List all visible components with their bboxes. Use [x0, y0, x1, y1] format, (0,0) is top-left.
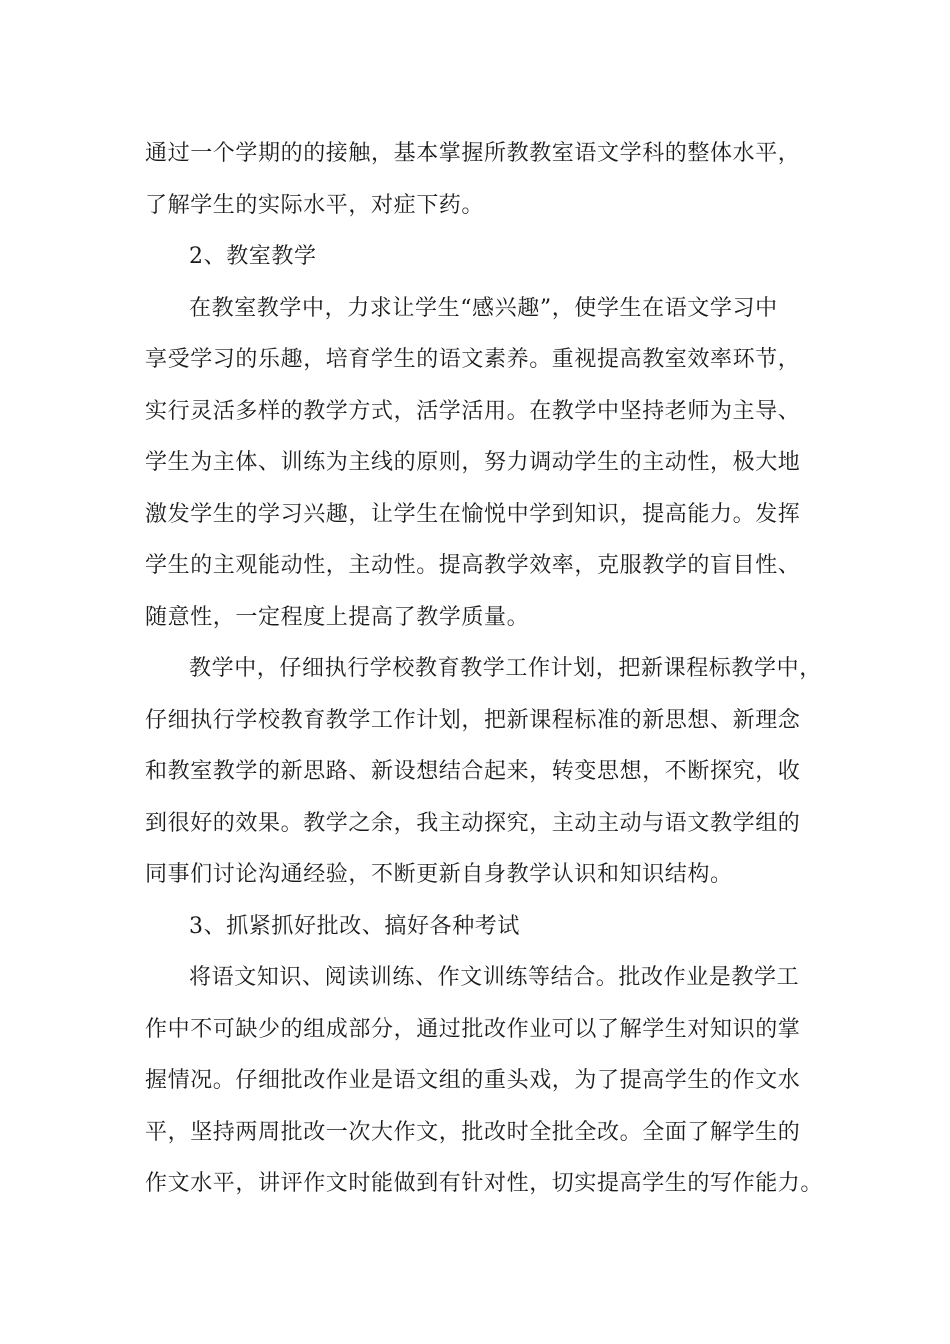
text-line: 激发学生的学习兴趣，让学生在愉悦中学到知识，提高能力。发挥	[145, 501, 801, 527]
text-line: 将语文知识、阅读训练、作文训练等结合。批改作业是教学工	[189, 965, 800, 990]
text-line: 3、抓紧抓好批改、搞好各种考试	[189, 913, 520, 939]
text-line: 2、教室教学	[189, 244, 317, 269]
text-line: 享受学习的乐趣，培育学生的语文素养。重视提高教室效率环节，	[145, 347, 801, 372]
text-line: 握情况。仔细批改作业是语文组的重头戏，为了提高学生的作文水	[145, 1068, 801, 1093]
text-line: 作文水平，讲评作文时能做到有针对性，切实提高学生的写作能力。	[145, 1171, 824, 1196]
text-line: 了解学生的实际水平，对症下药。	[145, 192, 485, 218]
text-line: 实行灵活多样的教学方式，活学活用。在教学中坚持老师为主导、	[145, 398, 801, 424]
text-line: 学生的主观能动性，主动性。提高教学效率，克服教学的盲目性、	[145, 553, 801, 578]
text-line: 通过一个学期的的接触，基本掌握所教教室语文学科的整体水平，	[145, 141, 801, 166]
text-line: 平，坚持两周批改一次大作文，批改时全批全改。全面了解学生的	[145, 1119, 801, 1145]
text-line: 教学中，仔细执行学校教育教学工作计划，把新课程标教学中，	[189, 656, 822, 681]
text-line: 和教室教学的新思路、新设想结合起来，转变思想，不断探究，收	[145, 759, 801, 784]
text-line: 作中不可缺少的组成部分，通过批改作业可以了解学生对知识的掌	[145, 1016, 801, 1042]
text-line: 到很好的效果。教学之余，我主动探究，主动主动与语文教学组的	[145, 810, 801, 836]
document-body	[145, 128, 825, 1210]
text-line: 学生为主体、训练为主线的原则，努力调动学生的主动性，极大地	[145, 450, 801, 475]
text-line: 仔细执行学校教育教学工作计划，把新课程标准的新思想、新理念	[145, 707, 801, 733]
text-line: 在教室教学中，力求让学生“感兴趣”，使学生在语文学习中	[189, 295, 778, 321]
text-line: 随意性，一定程度上提高了教学质量。	[145, 604, 530, 630]
text-line: 同事们讨论沟通经验，不断更新自身教学认识和知识结构。	[145, 862, 733, 887]
